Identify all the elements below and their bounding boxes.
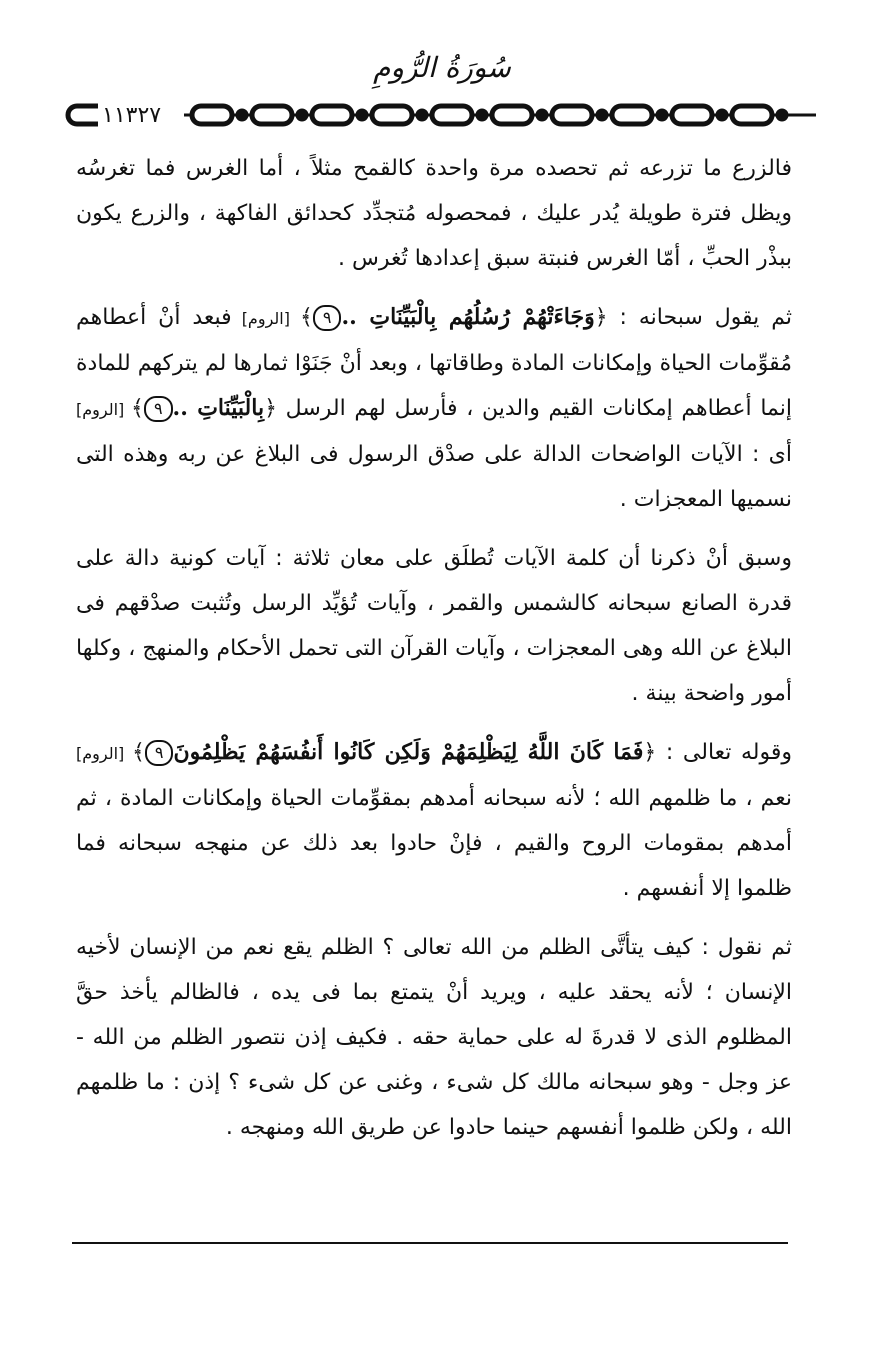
paragraph-2 <box>76 295 792 522</box>
quran-verse: فَمَا كَانَ اللَّهُ لِيَظْلِمَهُمْ وَلَكِن كَانُوا أَنفُسَهُمْ يَظْلِمُونَ <box>173 739 644 765</box>
ornamental-header-bar <box>64 96 820 136</box>
chain-dot-8 <box>718 111 726 119</box>
body-text: فبعد أنْ أعطاهم مُقوِّمات الحياة وإمكانات المادة وطاقاتها ، وبعد أنْ جَنَوْا ثمارها لم يتركهم للمادة إنما أعطاهم إمكانات القيم والدين ، فأرسل لهم الرسل <box>76 305 792 421</box>
chain-dot-0 <box>238 111 246 119</box>
surah-reference: [الروم] <box>76 744 132 763</box>
chain-dot-6 <box>598 111 606 119</box>
surah-reference: [الروم] <box>231 309 300 328</box>
text-body <box>76 146 792 1164</box>
chain-link-5 <box>492 106 532 124</box>
chain-dot-1 <box>298 111 306 119</box>
verse-bracket: ﴾ <box>131 396 144 421</box>
chain-dot-2 <box>358 111 366 119</box>
ayah-number-mark: ٩ <box>145 740 174 766</box>
chain-link-4 <box>432 106 472 124</box>
body-text: ثم نقول : كيف يتأتَّى الظلم من الله تعالى ؟ الظلم يقع نعم من الإنسان لأخيه الإنسان ؛ لأنه يحقد عليه ، ويريد أنْ يتمتع بما فى يده ، فالظالم يأخذ حقَّ المظلوم الذى لا قدرةَ له على حماية حقه . فكيف إذن نتصور الظلم من الله - عز وجل - وهو سبحانه مالك كل شىء ، وغنى عن كل شىء ؟ إذن : ما ظلمهم الله ، ولكن ظلموا أنفسهم حينما حادوا عن طريق الله ومنهجه . <box>76 935 792 1140</box>
verse-bracket: ﴾ <box>132 740 145 765</box>
chain-dot-4 <box>478 111 486 119</box>
page-number: ١١٣٢٧ <box>98 102 165 130</box>
quran-verse: بِالْبَيِّنَاتِ .. <box>172 395 265 421</box>
surah-reference: [الروم] <box>76 400 132 419</box>
chain-link-1 <box>252 106 292 124</box>
verse-bracket: ﴾ <box>299 305 313 330</box>
chain-dot-5 <box>538 111 546 119</box>
chain-dot-7 <box>658 111 666 119</box>
chain-dot-3 <box>418 111 426 119</box>
ayah-number-mark: ٩ <box>313 305 342 331</box>
chain-dot-9 <box>778 111 786 119</box>
chain-link-9 <box>732 106 772 124</box>
body-text: وسبق أنْ ذكرنا أن كلمة الآيات تُطلَق على معان ثلاثة : آيات كونية دالة على قدرة الصانع سبحانه كالشمس والقمر ، وآيات تُؤيِّد الرسل وتُثبت صدْقهم فى البلاغ عن الله وهى المعجزات ، وآيات القرآن التى تحمل الأحكام والمنهج ، وكلها أمور واضحة بينة . <box>76 546 792 706</box>
body-text: ثم يقول سبحانه : <box>607 305 792 330</box>
chain-link-6 <box>552 106 592 124</box>
chain-link-8 <box>672 106 712 124</box>
chain-link-2 <box>312 106 352 124</box>
paragraph-5 <box>76 925 792 1150</box>
paragraph-1 <box>76 146 792 281</box>
chain-link-0 <box>192 106 232 124</box>
body-text: نعم ، ما ظلمهم الله ؛ لأنه سبحانه أمدهم بمقوِّمات الحياة وإمكانات المادة ، ثم أمدهم بمقومات الروح والقيم ، فإنْ حادوا بعد ذلك عن منهجه سبحانه فما ظلموا إلا أنفسهم . <box>76 786 792 901</box>
quran-verse: وَجَاءَتْهُمْ رُسُلُهُم بِالْبَيِّنَاتِ .. <box>341 304 595 330</box>
body-text: أى : الآيات الواضحات الدالة على صدْق الرسول فى البلاغ عن ربه وهذه التى نسميها المعجزات . <box>76 442 792 512</box>
body-text: فالزرع ما تزرعه ثم تحصده مرة واحدة كالقمح مثلاً ، أما الغرس فما تغرسُه ويظل فترة طويلة يُدر عليك ، فمحصوله مُتجدِّد كحدائق الفاكهة ، والزرع يكون ببذْر الحبِّ ، أمّا الغرس فنبتة سبق إعدادها تُغرس . <box>76 156 792 271</box>
verse-bracket: ﴿ <box>643 740 657 765</box>
verse-bracket: ﴿ <box>594 305 608 330</box>
chain-link-7 <box>612 106 652 124</box>
paragraph-3 <box>76 536 792 716</box>
surah-title: سُورَةُ الرُّومِ <box>373 51 511 84</box>
chain-link-3 <box>372 106 412 124</box>
paragraph-4 <box>76 730 792 911</box>
footer-rule <box>72 1242 788 1244</box>
ayah-number-mark: ٩ <box>144 396 173 422</box>
body-text: وقوله تعالى : <box>656 740 793 765</box>
verse-bracket: ﴿ <box>264 396 277 421</box>
